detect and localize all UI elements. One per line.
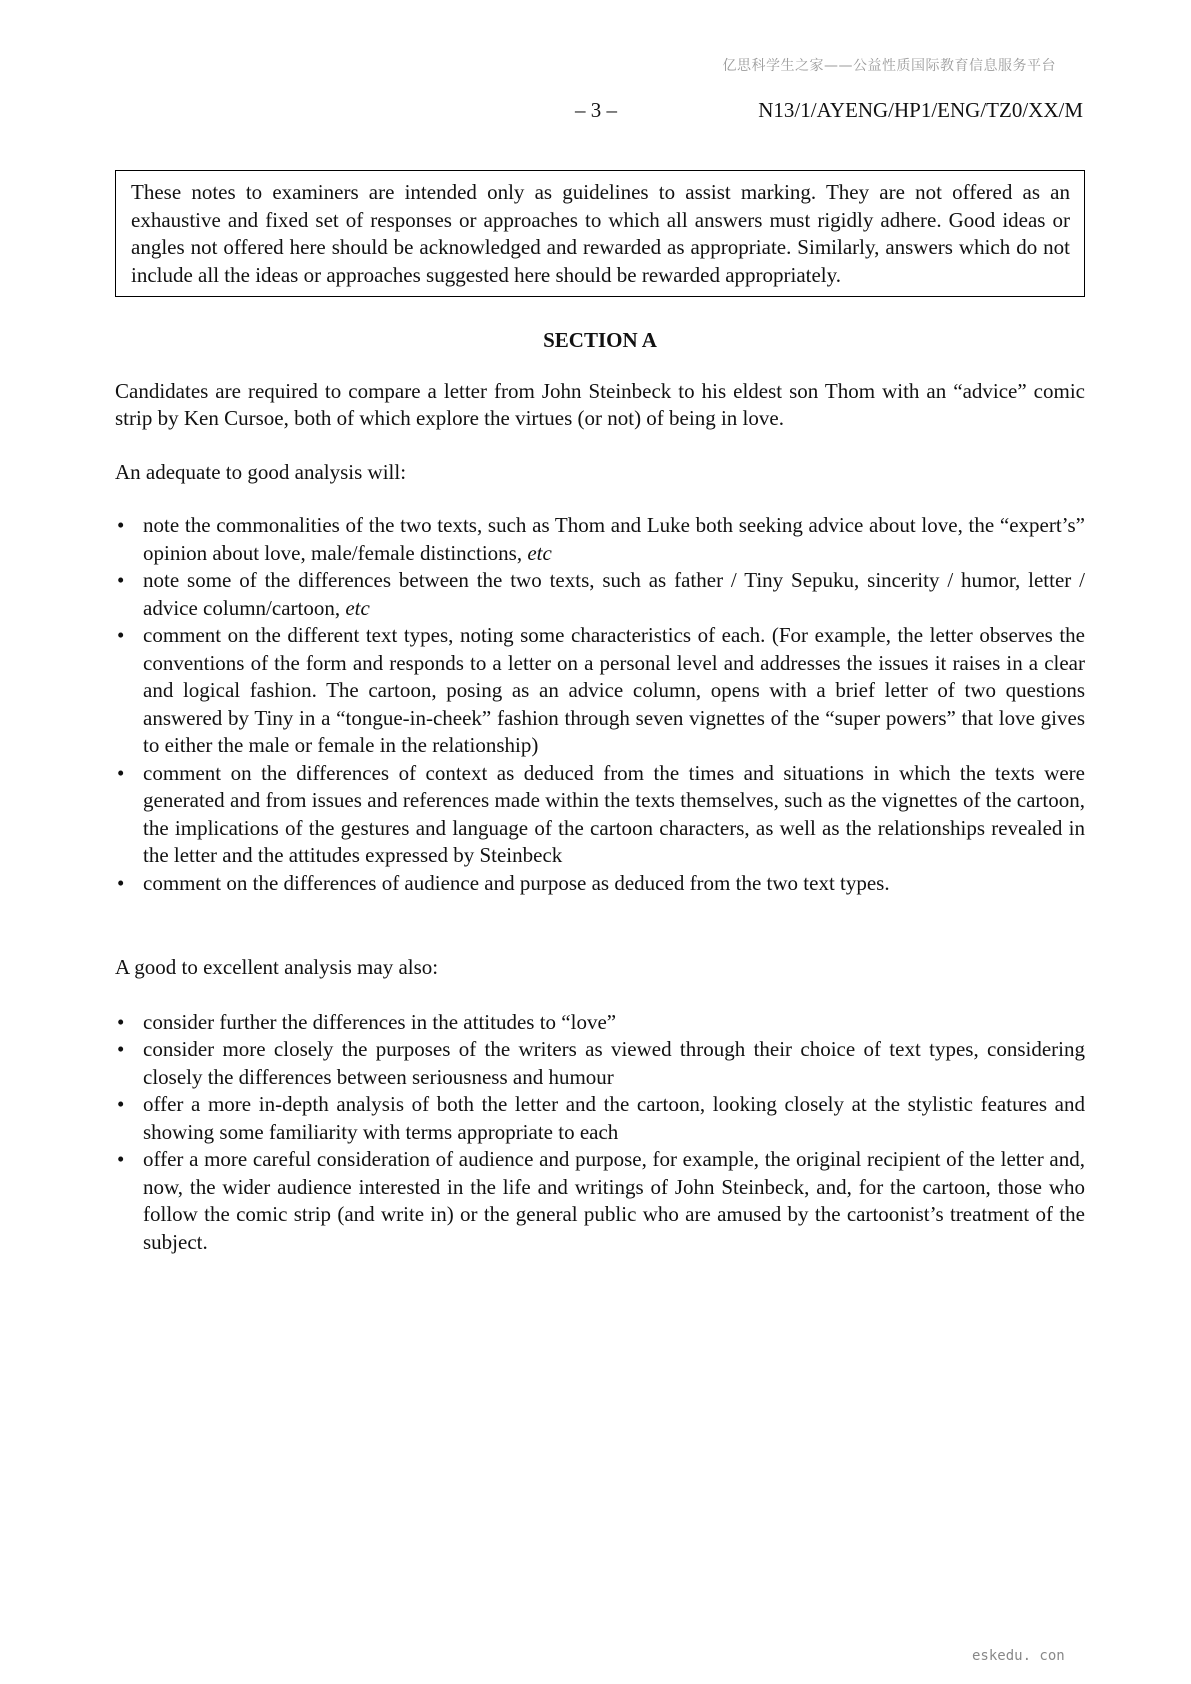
watermark-text: 亿思科学生之家——公益性质国际教育信息服务平台 xyxy=(722,58,1056,74)
list-item: • note some of the differences between the two texts, such as father / Tiny Sepuku, sincerity / humor, letter / advice column/cartoon, etc xyxy=(115,567,1085,622)
footer-site-mark: eskedu. con xyxy=(972,1648,1065,1664)
list-item: • note the commonalities of the two texts, such as Thom and Luke both seeking advice about love, the “expert’s” opinion about love, male/female distinctions, etc xyxy=(115,512,1085,567)
section-heading: SECTION A xyxy=(543,328,657,352)
document-body xyxy=(115,170,1085,1256)
list-item: • comment on the differences of audience and purpose as deduced from the two text types. xyxy=(115,870,1085,898)
excellent-analysis-list xyxy=(115,1009,1085,1257)
paper-code: N13/1/AYENG/HP1/ENG/TZ0/XX/M xyxy=(758,98,1083,122)
list-item: • comment on the different text types, noting some characteristics of each. (For example, the letter observes the conventions of the form and responds to a letter on a personal level and addresses the issues it raises in a clear and logical fashion. The cartoon, posing as an advice column, opens with a brief letter of two questions answered by Tiny in a “tongue-in-cheek” fashion through seven vignettes of the “super powers” that love gives to either the male or female in the relationship) xyxy=(115,622,1085,760)
list-item: • comment on the differences of context as deduced from the times and situations in which the texts were generated and from issues and references made within the texts themselves, such as the vignettes of the cartoon, the implications of the gestures and language of the cartoon characters, as well as the relationships revealed in the letter and the attitudes expressed by Steinbeck xyxy=(115,760,1085,870)
list-item: • offer a more careful consideration of audience and purpose, for example, the original recipient of the letter and, now, the wider audience interested in the life and writings of John Steinbeck, and, for the cartoon, those who follow the comic strip (and write in) or the general public who are amused by the cartoonist’s treatment of the subject. xyxy=(115,1146,1085,1256)
adequate-analysis-list xyxy=(115,512,1085,897)
page-number: – 3 – xyxy=(575,98,617,122)
list-item: • offer a more in-depth analysis of both the letter and the cartoon, looking closely at the stylistic features and showing some familiarity with terms appropriate to each xyxy=(115,1091,1085,1146)
list-item: • consider further the differences in the attitudes to “love” xyxy=(115,1009,1085,1037)
adequate-analysis-intro: An adequate to good analysis will: xyxy=(115,459,407,484)
list-item: • consider more closely the purposes of the writers as viewed through their choice of text types, considering closely the differences between seriousness and humour xyxy=(115,1036,1085,1091)
examiner-notice-box: These notes to examiners are intended only as guidelines to assist marking. They are not offered as an exhaustive and fixed set of responses or approaches to which all answers must rigidly adhere. Good ideas or angles not offered here should be acknowledged and rewarded as appropriate. Similarly, answers which do not include all the ideas or approaches suggested here should be rewarded appropriately. xyxy=(115,170,1085,297)
excellent-analysis-intro: A good to excellent analysis may also: xyxy=(115,955,439,979)
section-intro: Candidates are required to compare a letter from John Steinbeck to his eldest son Thom with an “advice” comic strip by Ken Cursoe, both of which explore the virtues (or not) of being in love. xyxy=(115,378,1085,430)
